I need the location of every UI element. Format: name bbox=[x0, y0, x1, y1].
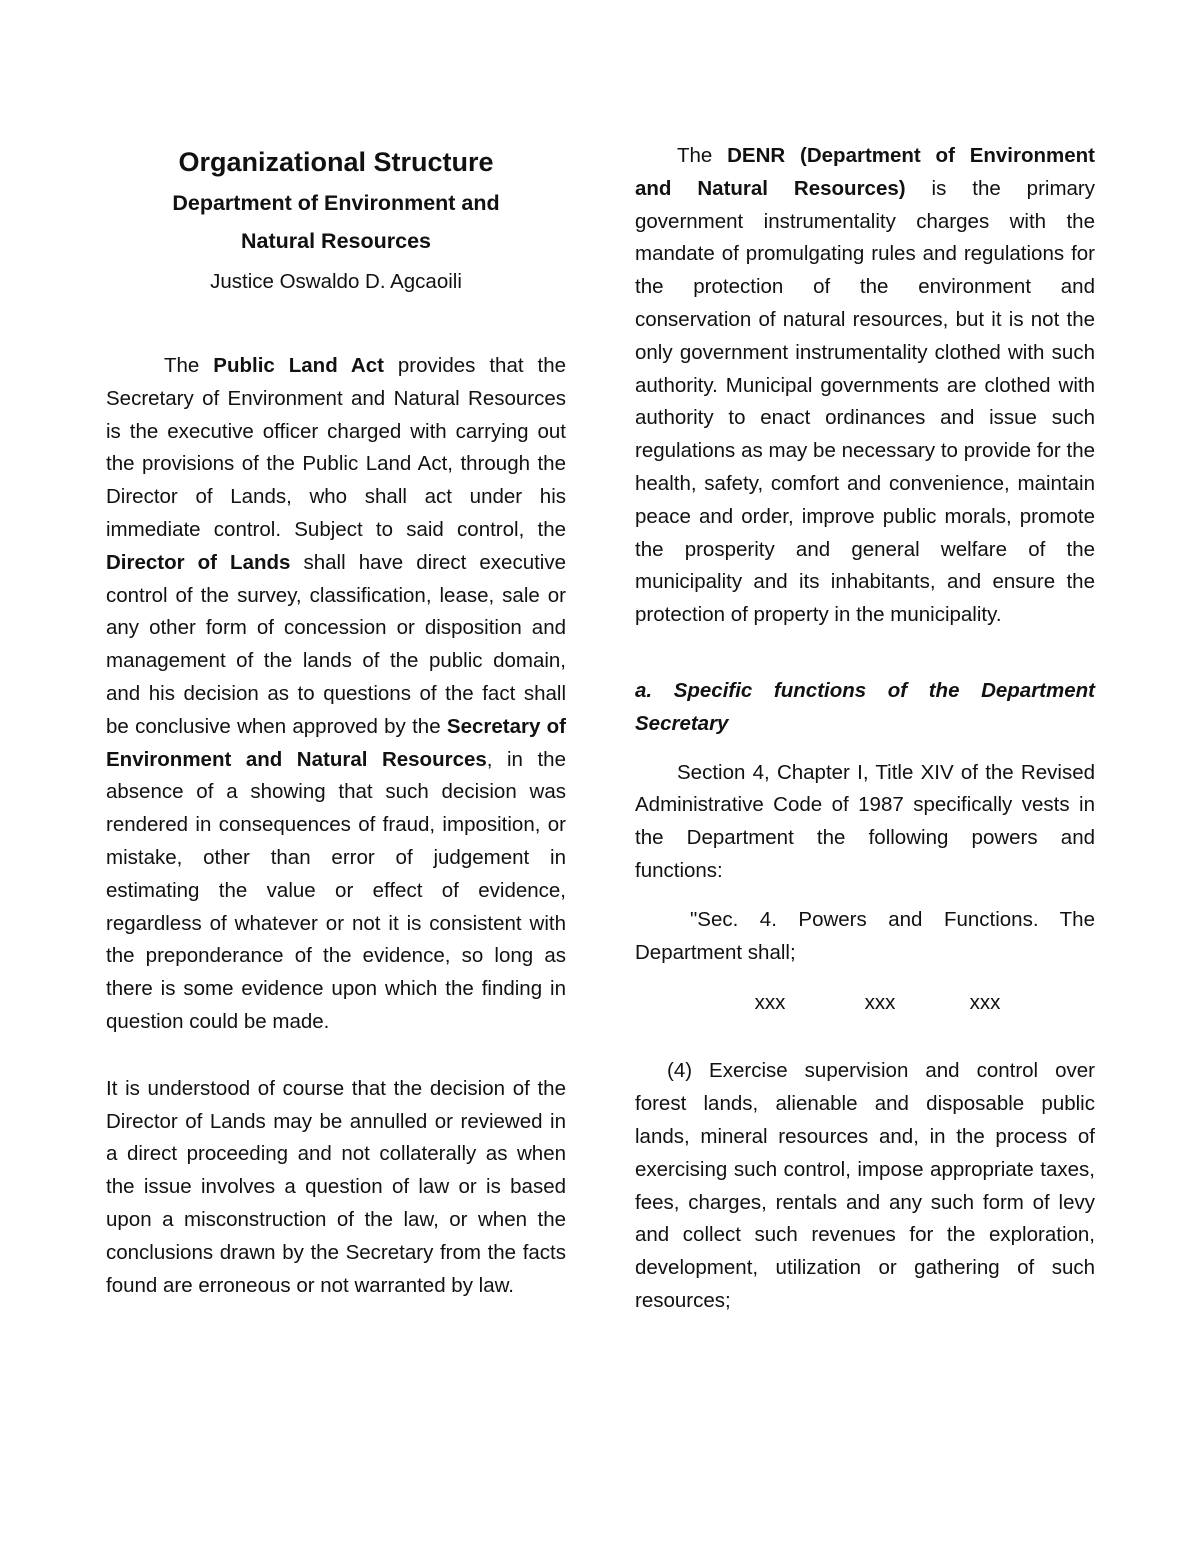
section-heading: a. Specific functions of the Department Secretary bbox=[635, 678, 1095, 735]
text-run: is the primary government instrumentality charges with the mandate of promulgating rules and regulations for the protection of the environment and conservation of natural resources, but it is not the only government instrumentality clothed with such authority. Municipal governments are clothed with authority to enact ordinances and issue such regulations as may be necessary to provide for the health, safety, comfort and convenience, maintain peace and order, improve public morals, promote the prosperity and general welfare of the municipality and its inhabitants, and ensure the protection of property in the municipality. bbox=[635, 176, 1096, 627]
paragraph-decision-review: It is understood of course that the decision of the Director of Lands may be annulled or reviewed in a direct proceeding and not collaterally as when the issue involves a question of law or is based upon a misconstruction of the law, or when the conclusions drawn by the Secretary from the facts found are erroneous or not warranted by law. bbox=[106, 1076, 566, 1297]
bold-term-denr: DENR (Department of Environment and Natural Resources) bbox=[635, 144, 1095, 200]
title-block bbox=[106, 140, 566, 298]
subtitle-line-1: Department of Environment and bbox=[172, 191, 500, 215]
text-run: The bbox=[164, 354, 214, 377]
bold-term-public-land-act: Public Land Act bbox=[213, 354, 384, 377]
paragraph-section-4: Section 4, Chapter I, Title XIV of the Revised Administrative Code of 1987 specifically vests in the Department the following powers and functions: bbox=[635, 760, 1095, 882]
paragraph-public-land-act bbox=[106, 350, 566, 1039]
document-subtitle bbox=[106, 184, 566, 260]
text-run: provides that the Secretary of Environment and Natural Resources is the executive officer charged with carrying out the provisions of the Public Land Act, through the Director of Lands, who shall act under his immediate control. Subject to said control, the bbox=[106, 354, 566, 541]
omission-marker: xxx bbox=[864, 991, 896, 1015]
omission-marker: xxx bbox=[754, 991, 786, 1015]
left-column bbox=[106, 140, 566, 1302]
document-author: Justice Oswaldo D. Agcaoili bbox=[210, 270, 462, 293]
text-run: The bbox=[677, 144, 728, 167]
paragraph-item-4: (4) Exercise supervision and control over forest lands, alienable and disposable public lands, mineral resources and, in the process of exercising such control, impose appropriate taxes, fees, charges, rentals and any such form of levy and collect such revenues for the exploration, development, utilization or gathering of such resources; bbox=[635, 1059, 1095, 1312]
paragraph-powers-functions: "Sec. 4. Powers and Functions. The Department shall; bbox=[635, 907, 1095, 964]
paragraph-denr bbox=[635, 140, 1095, 632]
document-title: Organizational Structure bbox=[178, 147, 494, 177]
right-column bbox=[635, 140, 1095, 1318]
text-run: shall have direct executive control of the survey, classification, lease, sale or any other form of concession or disposition and management of the lands of the public domain, and his decision as to questions of the fact shall be conclusive when approved by the bbox=[106, 550, 566, 738]
omission-markers bbox=[635, 987, 1095, 1019]
bold-term-secretary: Secretary of Environment and Natural Resources bbox=[106, 714, 566, 771]
subtitle-line-2: Natural Resources bbox=[241, 229, 431, 253]
omission-marker: xxx bbox=[969, 991, 1001, 1015]
bold-term-director-of-lands: Director of Lands bbox=[106, 550, 291, 574]
text-run: , in the absence of a showing that such decision was rendered in consequences of fraud, imposition, or mistake, other than error of judgement in estimating the value or effect of evidence, regardless of whatever or not it is consistent with the preponderance of the evidence, so long as there is some evidence upon which the finding in question could be made. bbox=[106, 747, 566, 1033]
